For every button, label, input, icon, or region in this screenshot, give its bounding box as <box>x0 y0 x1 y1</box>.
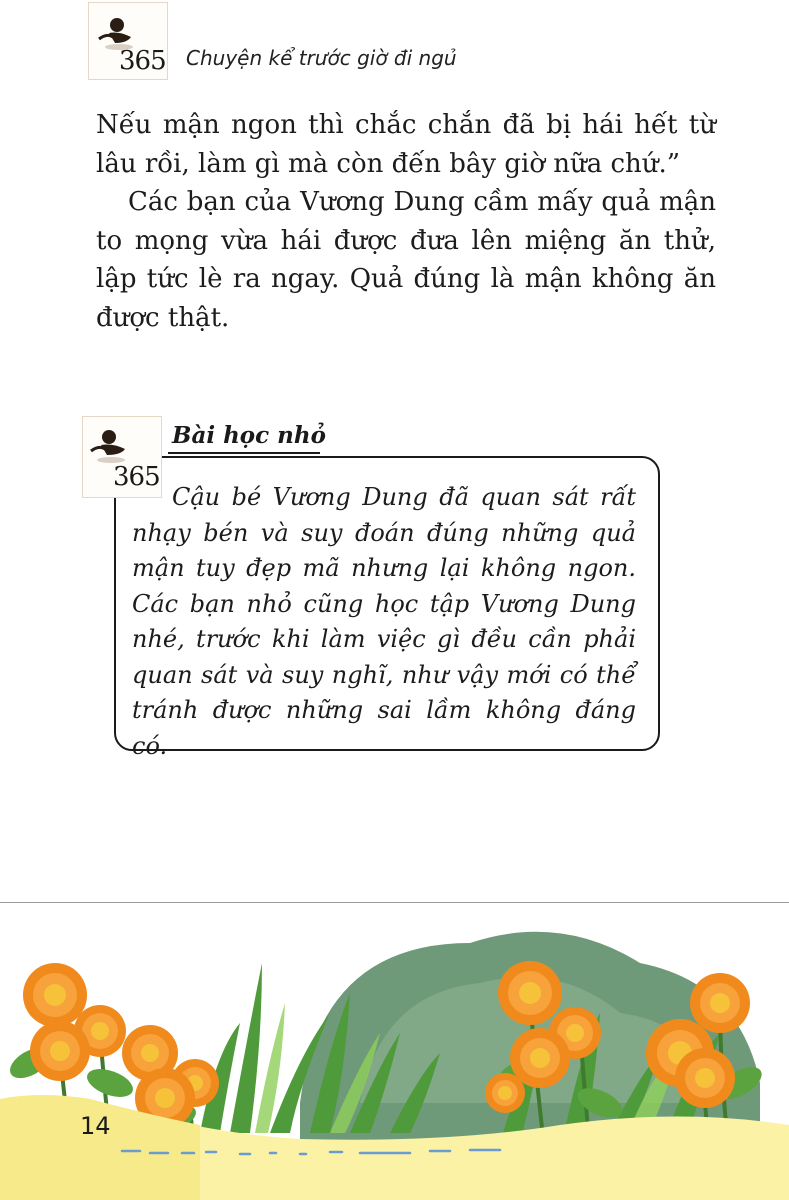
story-text <box>96 106 716 337</box>
story-paragraph: Các bạn của Vương Dung cầm mấy quả mận to mọng vừa hái được đưa lên miệng ăn thử, lập tức lè ra ngay. Quả đúng là mận không ăn được thật. <box>96 187 716 333</box>
series-title: Chuyện kể trước giờ đi ngủ <box>186 46 457 70</box>
page-header <box>88 0 688 84</box>
lesson-title-underline <box>168 452 320 454</box>
series-number: 365 <box>119 46 166 76</box>
lesson-badge-number: 365 <box>113 462 160 492</box>
lesson-title: Bài học nhỏ <box>172 422 326 449</box>
lesson-logo <box>82 416 162 498</box>
lesson-text-content: Cậu bé Vương Dung đã quan sát rất nhạy bén và suy đoán đúng những quả mận tuy đẹp mã nhưng lại không ngon. Các bạn nhỏ cũng học tập Vương Dung nhé, trước khi làm việc gì đều cần phải quan sát và suy nghĩ, như vậy mới có thể tránh được những sai lầm không đáng có. <box>132 483 636 760</box>
flower-garden-illustration <box>0 903 789 1200</box>
series-logo <box>88 2 168 80</box>
page-number: 14 <box>80 1112 111 1140</box>
lesson-text <box>132 480 636 764</box>
story-paragraph: Nếu mận ngon thì chắc chắn đã bị hái hết từ lâu rồi, làm gì mà còn đến bây giờ nữa chứ.” <box>96 110 716 179</box>
